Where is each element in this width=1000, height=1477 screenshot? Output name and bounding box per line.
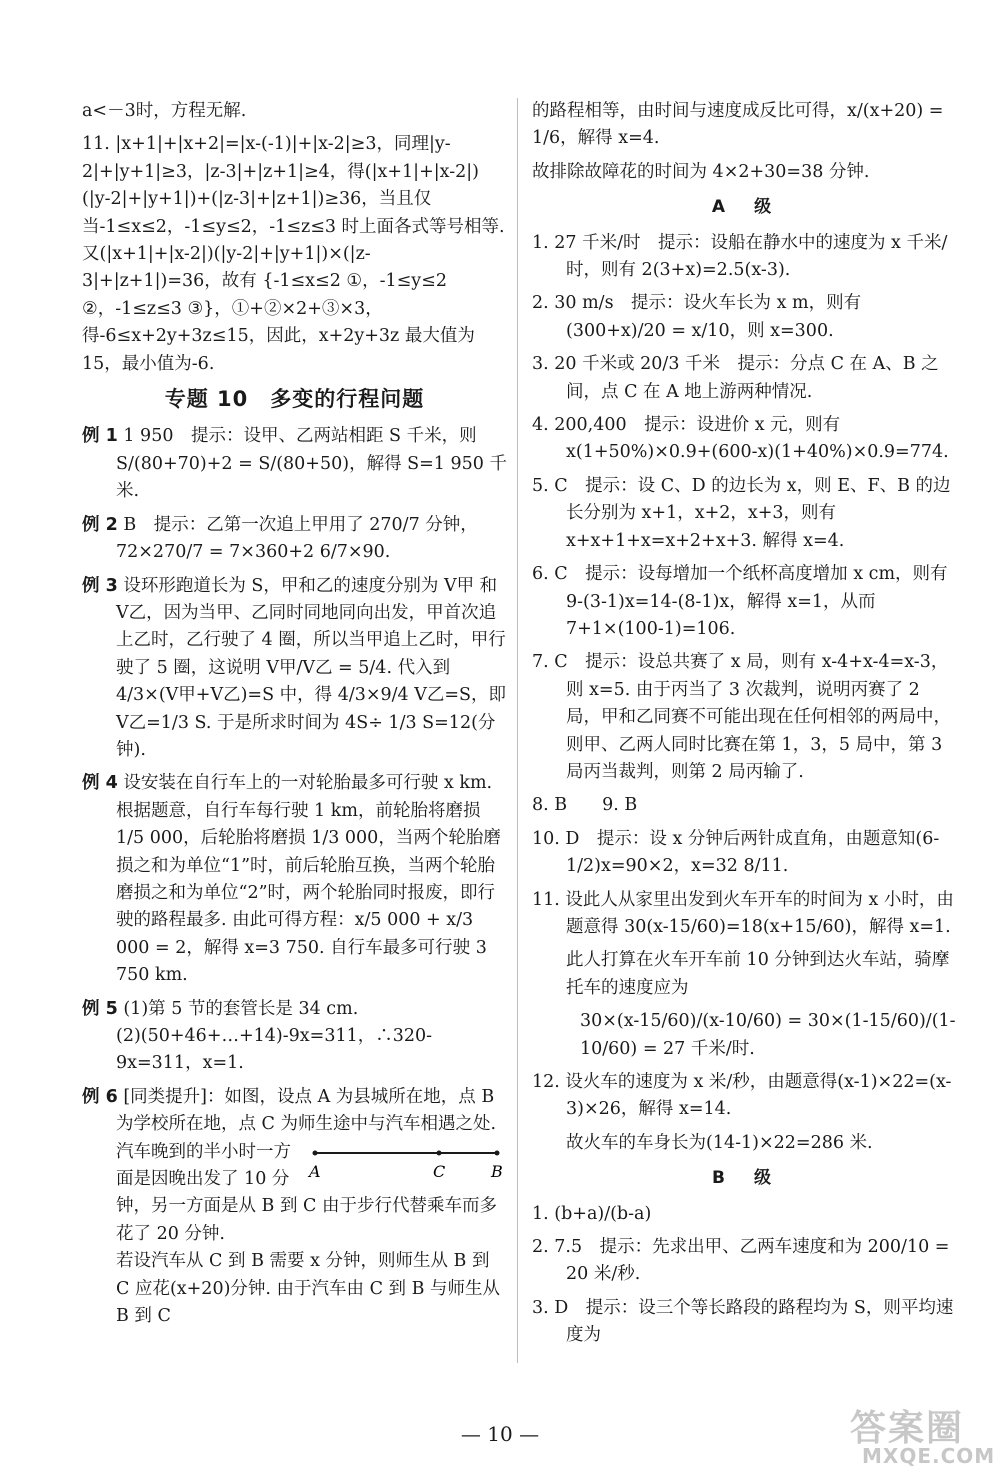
text-line: 此人打算在火车开车前 10 分钟到达火车站，骑摩托车的速度应为	[566, 950, 950, 998]
level-heading-a: A 级	[711, 197, 778, 218]
watermark-logo: 答案圈	[850, 1408, 965, 1449]
answer-a5: 5. C 提示：设 C、D 的边长为 x，则 E、F、B 的边长分别为 x+1，x+2，x+3，则有 x+x+1+x=x+2+x+3. 解得 x=4.	[532, 475, 951, 551]
example-text: 若设汽车从 C 到 B 需要 x 分钟，则师生从 B 到 C 应花(x+20)分钟. 由于汽车由 C 到 B 与师生从 B 到 C	[116, 1251, 501, 1327]
label-c: C	[433, 1161, 446, 1181]
example-text: 设环形跑道长为 S，甲和乙的速度分别为 V甲 和 V乙，因为当甲、乙同时同地同向出发，甲首次追上乙时，乙行驶了 4 圈，所以当甲追上乙时，甲行驶了 5 圈，这说明 V甲/V乙 = 5/4. 代入到 4/3×(V甲+V乙)=S 中，得 4/3×9/4 V乙=S，即 V乙=1/3 S. 于是所求时间为 4S÷ 1/3 S=12(分钟).	[116, 575, 507, 760]
example-text: 汽车晚到的半小时一方面是因晚出发了 10 分钟，另一方面是从 B 到 C 由于步行代替乘车而多花了 20 分钟.	[116, 1141, 497, 1244]
example-text: 设安装在自行车上的一对轮胎最多可行驶 x km. 根据题意，自行车每行驶 1 km，前轮胎将磨损 1/5 000，后轮胎将磨损 1/3 000，当两个轮胎磨损之和为单位“1”时，前后轮胎互换，当两个轮胎磨损之和为单位“2”时，两个轮胎同时报废，即行驶的路程最多. 由此可得方程：x/5 000 + x/3 000 = 2，解得 x=3 750. 自行车最多可行驶 3 750 km.	[116, 773, 501, 986]
answer-a2: 2. 30 m/s 提示：设火车长为 x m，则有 (300+x)/20 = x/10，则 x=300.	[532, 293, 862, 341]
label-a: A	[309, 1161, 321, 1181]
example-text: [同类提升]：如图，设点 A 为县城所在地，点 B 为学校所在地，点 C 为师生途中与汽车相遇之处.	[116, 1086, 497, 1135]
example-text: (2)(50+46+…+14)-9x=311，∴320-9x=311，x=1.	[116, 1026, 433, 1074]
example-5	[82, 996, 507, 1078]
segment-diagram	[307, 1143, 507, 1183]
example-label: 例 4	[82, 773, 118, 794]
point-b	[495, 1150, 500, 1155]
column-divider	[517, 98, 518, 1363]
label-b: B	[491, 1161, 503, 1181]
answer-b3: 3. D 提示：设三个等长路段的路程均为 S，则平均速度为	[532, 1297, 954, 1346]
example-text: (1)第 5 节的套管长是 34 cm.	[123, 998, 359, 1019]
text-line: 故排除故障花的时间为 4×2+30=38 分钟.	[532, 161, 870, 182]
right-column	[532, 98, 957, 1356]
answer-a3: 3. 20 千米或 20/3 千米 提示：分点 C 在 A、B 之间，点 C 在 A 地上游两种情况.	[532, 354, 939, 402]
example-label: 例 5	[82, 998, 118, 1019]
example-1	[82, 423, 507, 505]
answer-a8-a9: 8. B 9. B	[532, 795, 638, 816]
answer-b2: 2. 7.5 提示：先求出甲、乙两车速度和为 200/10 = 20 米/秒.	[532, 1237, 950, 1285]
watermark	[840, 1400, 996, 1470]
example-3	[82, 573, 507, 765]
answer-a10: 10. D 提示：设 x 分钟后两针成直角，由题意知(6-1/2)x=90×2，x=32 8/11.	[532, 828, 940, 877]
section-title: 专题 10 多变的行程问题	[164, 387, 425, 412]
example-text: B 提示：乙第一次追上甲用了 270/7 分钟，72×270/7 = 7×360+2 6/7×90.	[116, 514, 478, 563]
formula-line: 30×(x-15/60)/(x-10/60) = 30×(1-15/60)/(1-10/60) = 27 千米/时.	[580, 1011, 956, 1059]
example-label: 例 2	[82, 514, 118, 535]
example-label: 例 1	[82, 426, 118, 447]
text-line: 故火车的车身长为(14-1)×22=286 米.	[566, 1132, 873, 1153]
text-line: 的路程相等，由时间与速度成反比可得，x/(x+20) = 1/6，解得 x=4.	[532, 101, 944, 149]
text-line: a<－3时，方程无解.	[82, 101, 247, 121]
level-heading-b: B 级	[712, 1168, 777, 1189]
answer-b1: 1. (b+a)/(b-a)	[532, 1203, 652, 1224]
answer-a1: 1. 27 千米/时 提示：设船在静水中的速度为 x 千米/时，则有 2(3+x)=2.5(x-3).	[532, 232, 948, 281]
example-label: 例 6	[82, 1086, 118, 1107]
point-c	[437, 1150, 442, 1155]
watermark-url: MXQE.COM	[862, 1444, 996, 1468]
point-a	[313, 1150, 318, 1155]
answer-a4: 4. 200,400 提示：设进价 x 元，则有 x(1+50%)×0.9+(600-x)(1+40%)×0.9=774.	[532, 415, 949, 463]
left-column	[82, 98, 507, 1336]
example-6	[82, 1084, 507, 1331]
example-text: 1 950 提示：设甲、乙两站相距 S 千米，则 S/(80+70)+2 = S/(80+50)，解得 S=1 950 千米.	[116, 426, 507, 502]
page-number: — 10 —	[460, 1422, 540, 1446]
answer-a12: 12. 设火车的速度为 x 米/秒，由题意得(x-1)×22=(x-3)×26，解得 x=14.	[532, 1072, 952, 1120]
answer-a11: 11. 设此人从家里出发到火车开车的时间为 x 小时，由题意得 30(x-15/60)=18(x+15/60)，解得 x=1.	[532, 889, 954, 937]
answer-a7: 7. C 提示：设总共赛了 x 局，则有 x-4+x-4=x-3，则 x=5. 由于丙当了 3 次裁判，说明丙赛了 2 局，甲和乙同赛不可能出现在任何相邻的两局中，则甲、乙两人同时比赛在第 1，3，5 局中，第 3 局丙当裁判，则第 2 局丙输了.	[532, 652, 951, 782]
answer-a6: 6. C 提示：设每增加一个纸杯高度增加 x cm，则有 9-(3-1)x=14-(8-1)x，解得 x=1，从而 7+1×(100-1)=106.	[532, 564, 948, 639]
answer-11: 11. |x+1|+|x+2|=|x-(-1)|+|x-2|≥3，同理|y-2|+|y+1|≥3，|z-3|+|z+1|≥4，得(|x+1|+|x-2|)(|y-2|+|y+1|)+(|z-3|+|z+1|)≥36，当且仅当-1≤x≤2，-1≤y≤2，-1≤z≤3 时上面各式等号相等. 又(|x+1|+|x-2|)(|y-2|+|y+1|)×(|z-3|+|z+1|)=36，故有 {-1≤x≤2 ①，-1≤y≤2 ②，-1≤z≤3 ③}，①+②×2+③×3，得-6≤x+2y+3z≤15，因此，x+2y+3z 最大值为15，最小值为-6.	[82, 134, 505, 374]
example-label: 例 3	[82, 575, 118, 596]
example-4	[82, 770, 507, 989]
example-2	[82, 512, 507, 567]
